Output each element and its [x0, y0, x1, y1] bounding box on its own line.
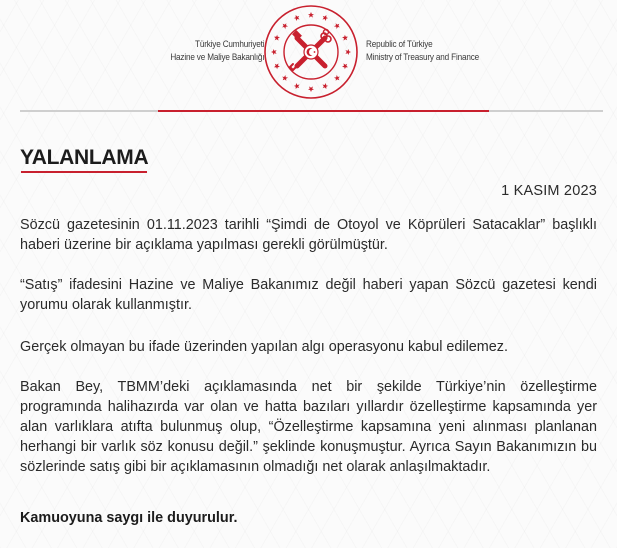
org-tr-line1: Türkiye Cumhuriyeti [194, 39, 264, 50]
paragraph-2: “Satış” ifadesini Hazine ve Maliye Bakanımız değil haberi yapan Sözcü gazetesi kendi yorumu olarak kullanmıştır. [20, 277, 597, 313]
title-underline [21, 171, 147, 173]
org-name-turkish [170, 38, 264, 64]
document-title: YALANLAMA [20, 146, 149, 169]
org-tr-line2: Hazine ve Maliye Bakanlığı [169, 52, 264, 63]
paragraph-4: Bakan Bey, TBMM’deki açıklamasında net bir şekilde Türkiye’nin özelleştirme programında halihazırda var olan ve hatta bazıları yıllardır özelleştirme kapsamında yer alan varlıklara atıfta bulunmuş olup, “Özelleştirme kapsamına yeni alınması planlanan herhangi bir varlık söz konusu değil.” şeklinde konuşmuştur. Ayrıca Sayın Bakanımızın bu sözlerinde satış gibi bir açıklamasının olmadığı net olarak anlaşılmaktadır. [20, 379, 597, 475]
org-name-english [366, 38, 479, 64]
header-divider-accent [158, 110, 489, 112]
paragraph-1: Sözcü gazetesinin 01.11.2023 tarihli “Şimdi de Otoyol ve Köprüleri Satacaklar” başlıklı haberi üzerine bir açıklama yapılması gerekli görülmüştür. [20, 217, 597, 253]
letterhead [0, 0, 617, 118]
org-en-line2: Ministry of Treasury and Finance [366, 52, 480, 63]
star [314, 51, 316, 53]
org-en-line1: Republic of Türkiye [366, 39, 433, 50]
ministry-emblem-icon [263, 4, 359, 100]
center-medallion [304, 45, 318, 59]
closing-statement: Kamuoyuna saygı ile duyurulur. [20, 510, 238, 526]
paragraph-3: Gerçek olmayan bu ifade üzerinden yapılan algı operasyonu kabul edilemez. [20, 339, 508, 355]
document-date: 1 KASIM 2023 [501, 183, 597, 199]
